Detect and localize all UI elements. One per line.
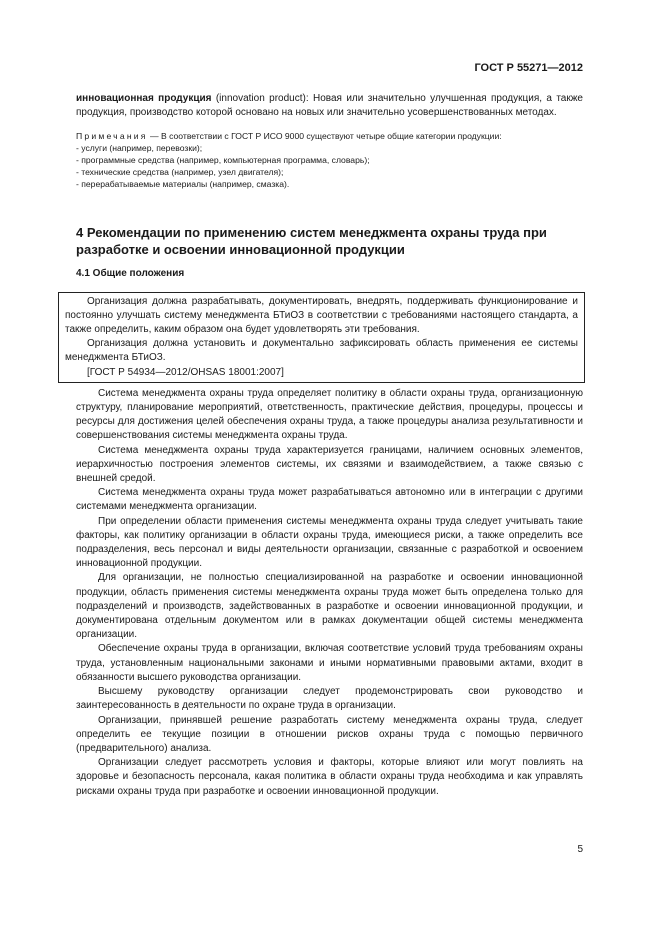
note-intro: — В соответствии с ГОСТ Р ИСО 9000 существуют четыре общие категории продукции:: [147, 131, 502, 142]
boxed-paragraph: Организация должна установить и документально зафиксировать область применения ее системы менеджмента БТиОЗ.: [65, 338, 578, 364]
document-code: ГОСТ Р 55271—2012: [474, 62, 583, 74]
note-item: - технические средства (например, узел двигателя);: [76, 167, 284, 178]
note-heading: [76, 130, 583, 142]
paragraph: Система менеджмента охраны труда может разрабатываться автономно или в интеграции с другими системами менеджмента организации.: [76, 487, 583, 513]
source-reference: [ГОСТ Р 54934—2012/OHSAS 18001:2007]: [87, 366, 284, 378]
paragraph: Организации следует рассмотреть условия и факторы, которые влияют или могут повлиять на здоровье и безопасность персонала, какая политика в области охраны труда необходима и как управлять рисками охраны труда при разработке и освоении инновационной продукции.: [76, 757, 583, 797]
paragraph: При определении области применения системы менеджмента охраны труда следует учитывать такие факторы, как политику организации в области охраны труда, имеющиеся риски, а также определить все подразделения, весь персонал и виды деятельности организации, связанные с разработкой и освоением инновационной продукции.: [76, 515, 583, 570]
note-block: [76, 130, 583, 190]
paragraph: Обеспечение охраны труда в организации, включая соответствие условий труда требованиям охраны труда, установленным национальными законами и иными нормативными правовыми актами, входит в обязанности высшего руководства организации.: [76, 643, 583, 683]
paragraph: Для организации, не полностью специализированной на разработке и освоении инновационной продукции, область применения системы менеджмента охраны труда может быть определена только для подразделений и производств, задействованных в разработке и освоении инновационной продукции, и документирована отдельным документом или в рамках документации общей системы менеджмента организации.: [76, 572, 583, 641]
paragraph: Система менеджмента охраны труда определяет политику в области охраны труда, организационную структуру, планирование мероприятий, ответственность, практические действия, процедуры, процессы и ресурсы для достижения целей обеспечения охраны труда, а также процедуры анализа результативности и совершенствования системы менеджмента охраны труда.: [76, 387, 583, 442]
definition-text: (innovation product): Новая или значительно улучшенная продукция, а также продукция, производство которой основано на новых или значительно усовершенствованных методах.: [76, 93, 583, 119]
paragraph: Система менеджмента охраны труда характеризуется границами, наличием основных элементов, иерархичностью построения элементов системы, их связями и взаимодействием, а также связью с внешней средой.: [76, 444, 583, 485]
quoted-requirement-box: [58, 292, 585, 383]
page-number: 5: [577, 844, 583, 855]
paragraph: Высшему руководству организации следует продемонстрировать свои руководство и заинтересованность в деятельности по охране труда в организации.: [76, 686, 583, 712]
paragraph: Организации, принявшей решение разработать систему менеджмента охраны труда, следует определить ее текущие позиции в отношении рисков охраны труда с помощью первичного (предварительного) анализа.: [76, 714, 583, 754]
term-definition: [76, 92, 583, 120]
subsection-title: 4.1 Общие положения: [76, 268, 185, 280]
section-title: 4 Рекомендации по применению систем менеджмента охраны труда при разработке и освоении инновационной продукции: [76, 225, 547, 258]
note-item: - программные средства (например, компьютерная программа, словарь);: [76, 155, 370, 166]
page-content: [65, 92, 583, 799]
boxed-paragraph: Организация должна разрабатывать, документировать, внедрять, поддерживать функционирование и постоянно улучшать систему менеджмента БТиОЗ в соответствии с требованиями настоящего стандарта, а также определить, каким образом она будет удовлетворять эти требования.: [65, 295, 578, 336]
note-title: Примечания: [76, 131, 148, 142]
note-item: - перерабатываемые материалы (например, смазка).: [76, 179, 290, 190]
body-text: [76, 387, 583, 799]
defined-term: инновационная продукция: [76, 93, 212, 104]
note-item: - услуги (например, перевозки);: [76, 143, 203, 154]
